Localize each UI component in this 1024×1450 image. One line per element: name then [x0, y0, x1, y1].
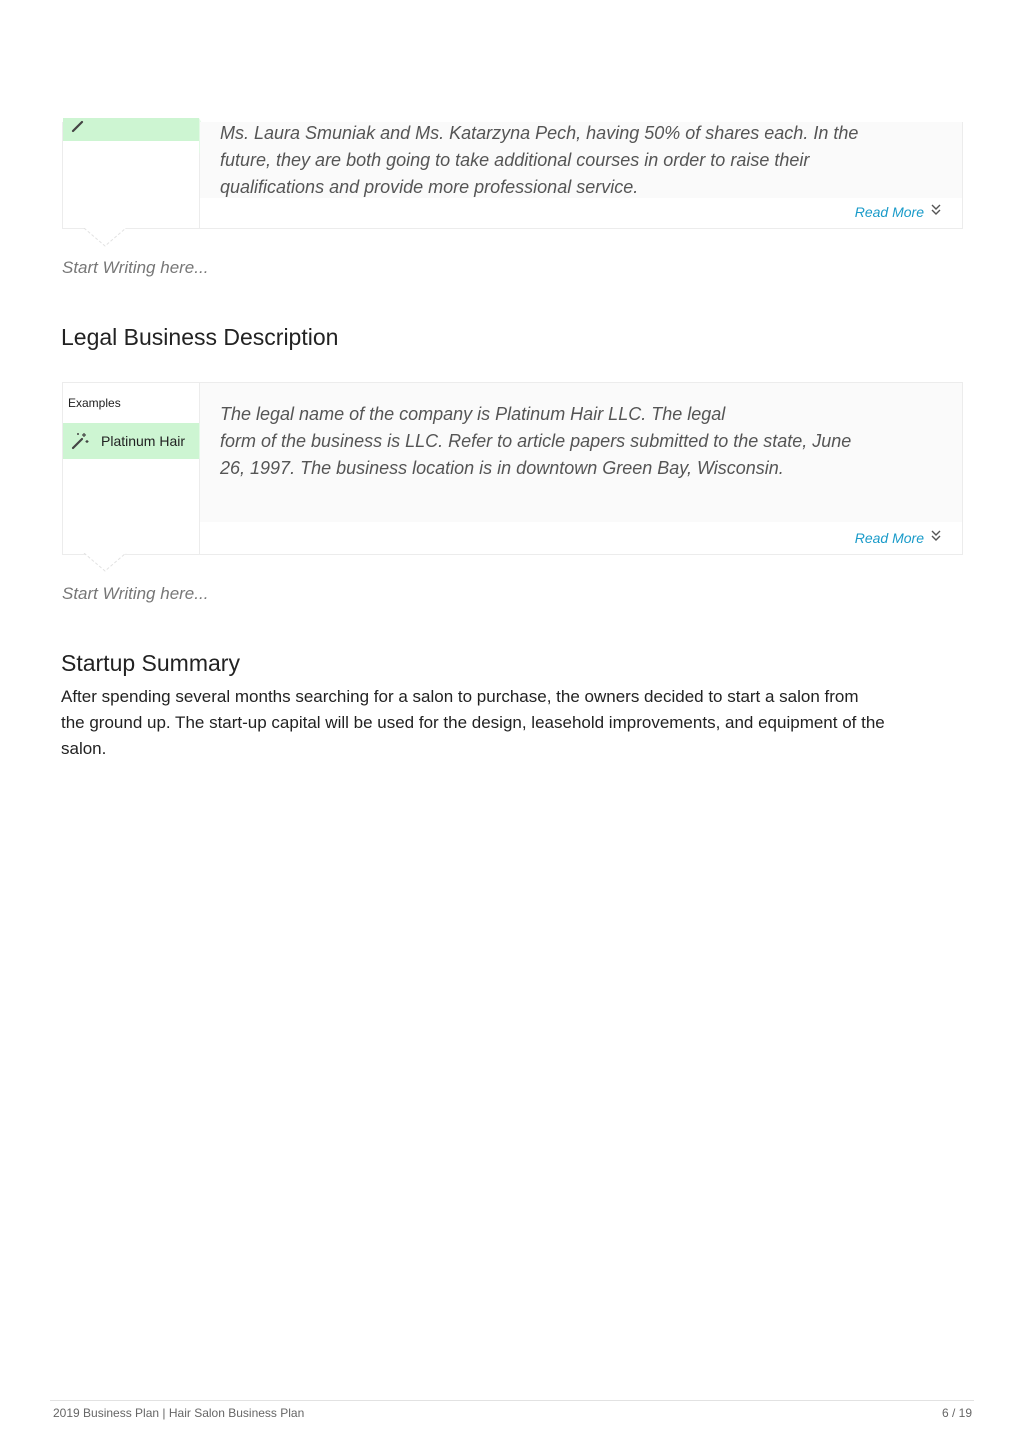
example-text-line: future, they are both going to take additional courses in order to raise their — [220, 150, 810, 170]
example-item-cut[interactable] — [63, 118, 199, 141]
panel-pointer-notch — [82, 228, 128, 250]
example-text-line: Ms. Laura Smuniak and Ms. Katarzyna Pech, having 50% of shares each. In the — [220, 123, 859, 143]
example-panel-ownership — [62, 122, 963, 229]
example-item-platinum-hair[interactable] — [63, 423, 199, 459]
example-text-line: 26, 1997. The business location is in downtown Green Bay, Wisconsin. — [220, 458, 784, 478]
example-text — [220, 120, 950, 201]
examples-label: Examples — [68, 396, 121, 410]
magic-wand-icon — [70, 114, 90, 134]
example-text-line: qualifications and provide more professional service. — [220, 177, 639, 197]
footer-divider — [50, 1400, 974, 1401]
example-item-label: Platinum Hair — [101, 433, 186, 449]
magic-wand-icon — [70, 431, 90, 451]
example-text-line: The legal name of the company is Platinum Hair LLC. The legal — [220, 404, 726, 424]
paragraph-line: After spending several months searching for a salon to purchase, the owners decided to start a salon from — [61, 687, 859, 706]
example-sidebar — [63, 383, 200, 554]
startup-summary-paragraph — [61, 684, 971, 762]
example-sidebar — [63, 122, 200, 228]
example-panel-legal — [62, 382, 963, 555]
paragraph-line: salon. — [61, 739, 107, 758]
section-heading-startup-summary: Startup Summary — [61, 650, 240, 676]
example-content — [200, 383, 962, 522]
double-chevron-down-icon[interactable] — [930, 203, 942, 217]
read-more-link[interactable]: Read More — [854, 530, 924, 546]
example-text — [220, 401, 940, 482]
example-content — [200, 122, 962, 198]
page-number: 6 / 19 — [941, 1406, 972, 1420]
example-text-line: form of the business is LLC. Refer to article papers submitted to the state, June — [220, 431, 852, 451]
panel-pointer-notch — [82, 553, 128, 575]
read-more-link[interactable]: Read More — [854, 204, 924, 220]
double-chevron-down-icon[interactable] — [930, 529, 942, 543]
section-heading-legal: Legal Business Description — [61, 324, 339, 350]
paragraph-line: the ground up. The start-up capital will be used for the design, leasehold improvements, and equipment of the — [61, 713, 885, 732]
footer-title: 2019 Business Plan | Hair Salon Business Plan — [53, 1406, 305, 1420]
start-writing-placeholder[interactable]: Start Writing here... — [62, 258, 209, 277]
start-writing-placeholder[interactable]: Start Writing here... — [62, 584, 209, 603]
